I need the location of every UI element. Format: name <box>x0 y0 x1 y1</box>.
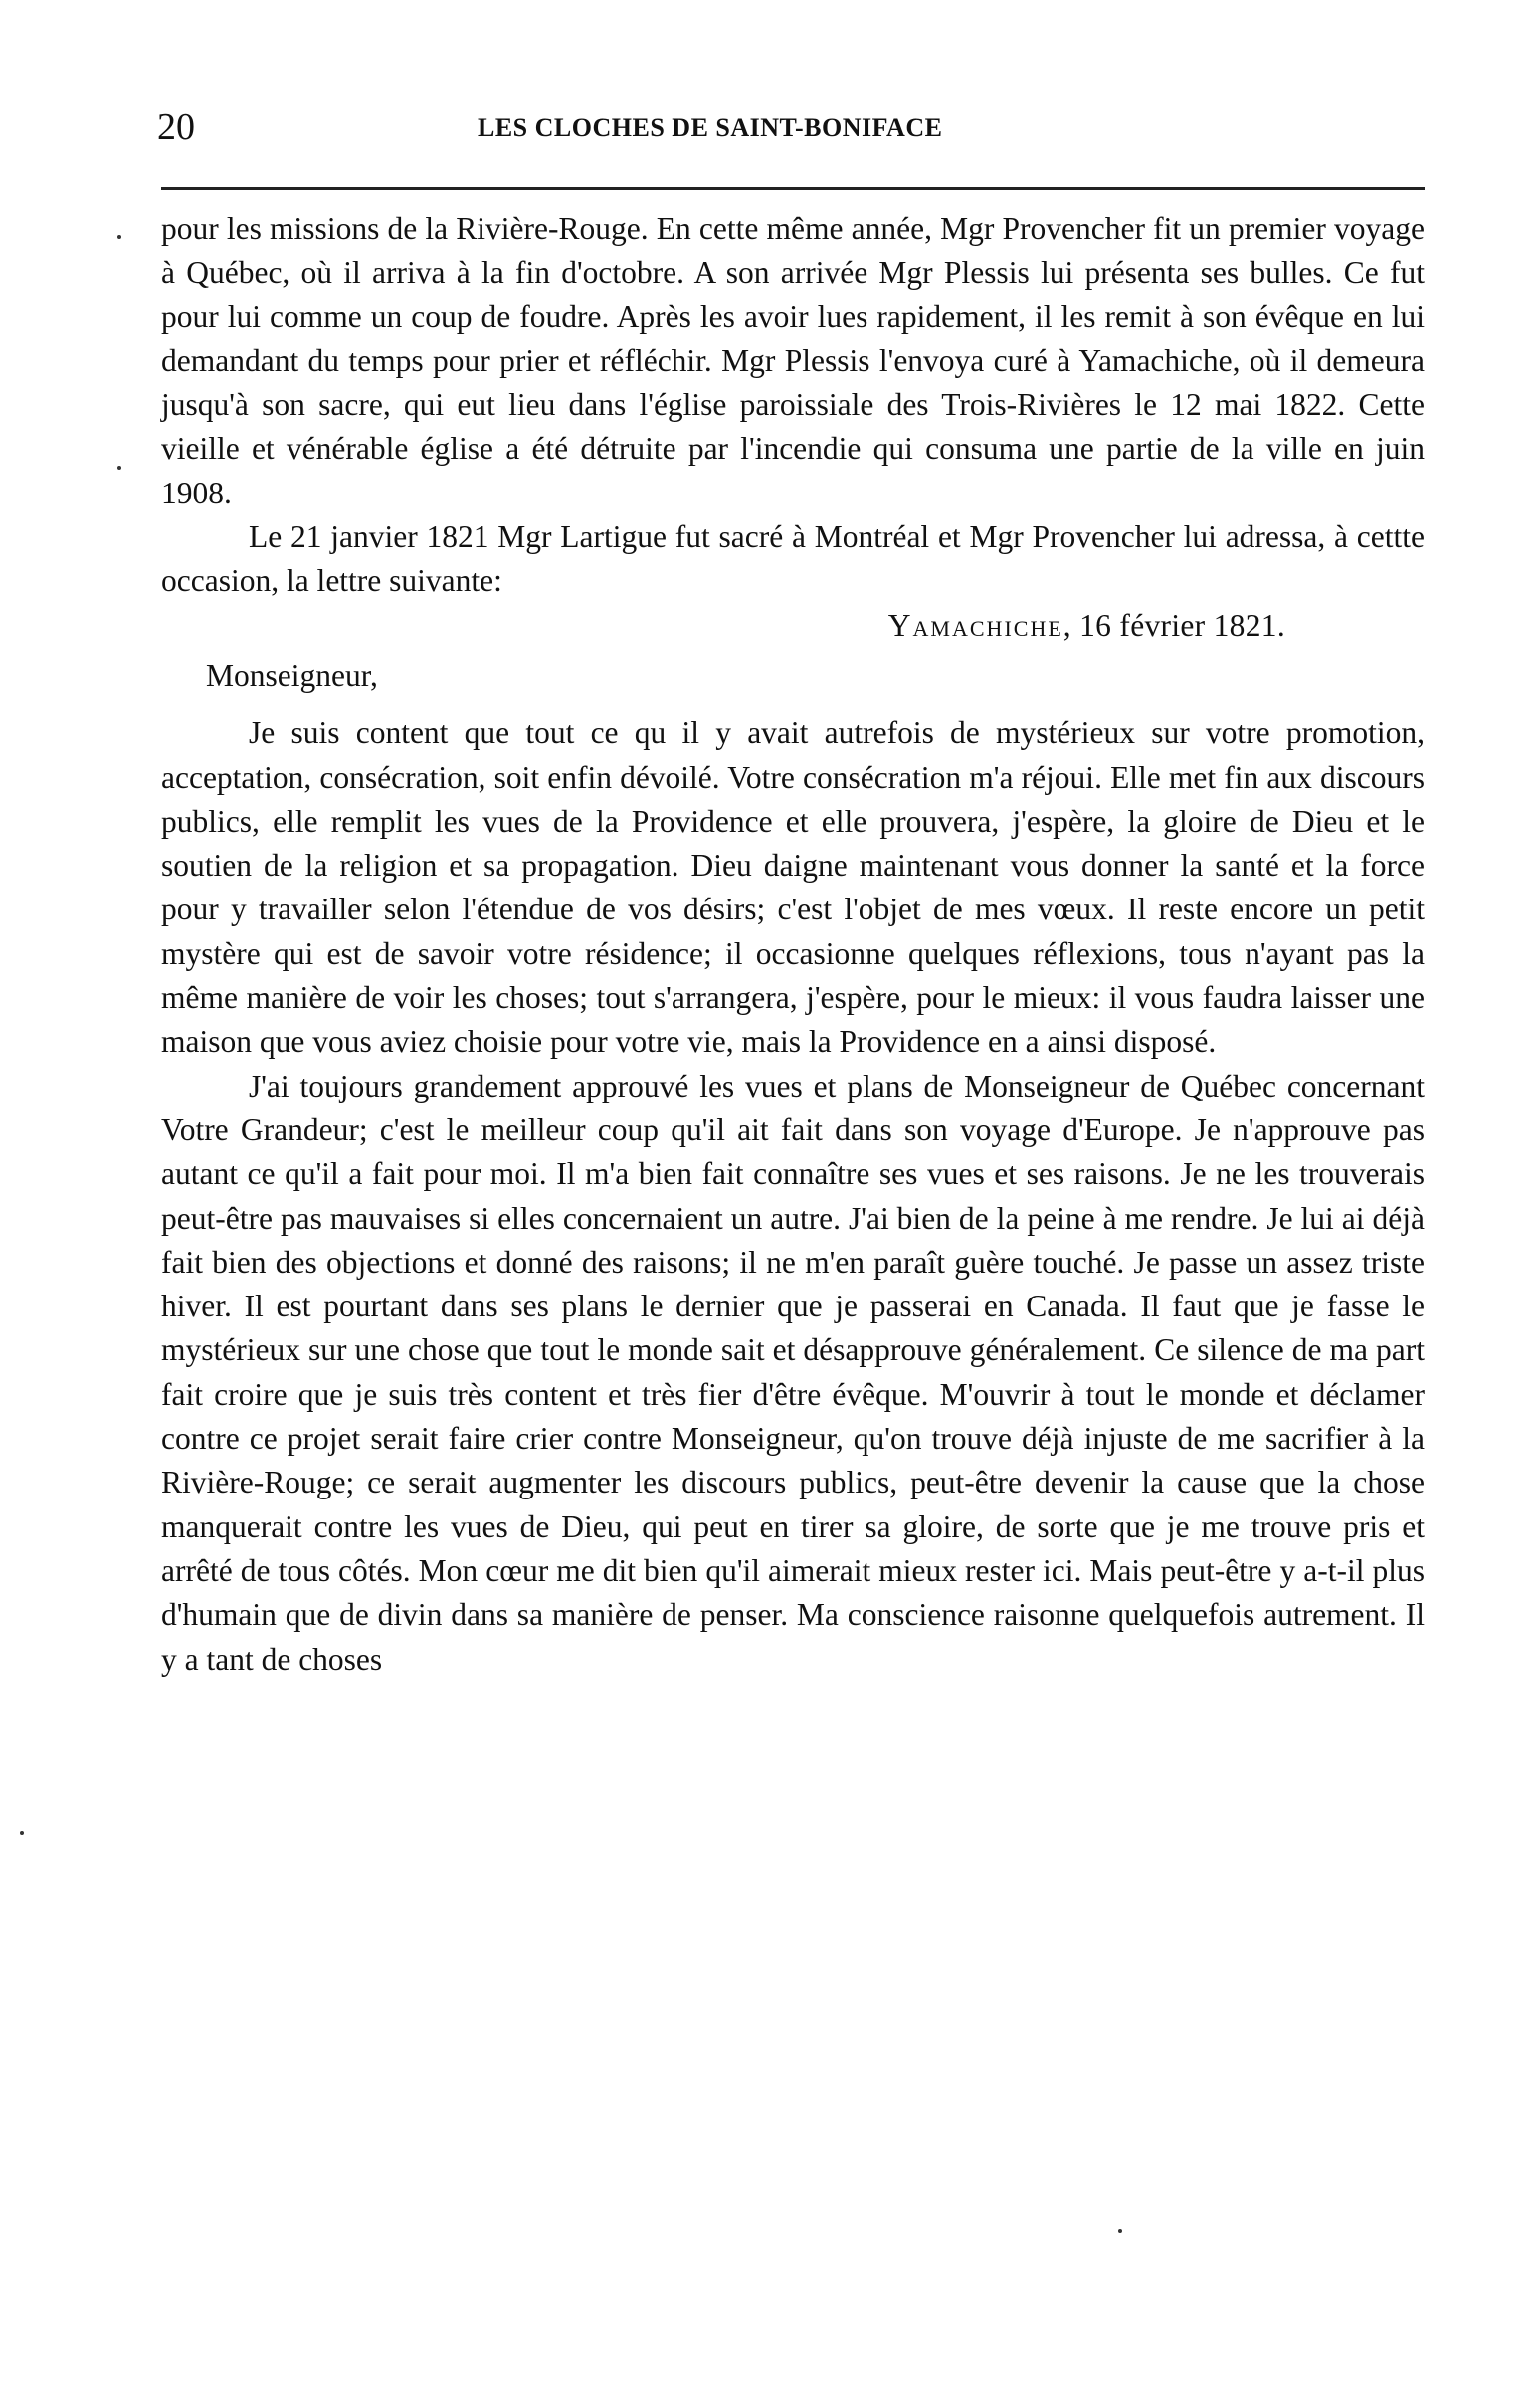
paragraph-continuation: pour les missions de la Rivière-Rouge. En cette même année, Mgr Provencher fit un premier voyage à Québec, où il arriva à la fin d'octobre. A son arrivée Mgr Plessis lui présenta ses bulles. Ce fut pour lui comme un coup de foudre. Après les avoir lues rapidement, il les remit à son évêque en lui demandant du temps pour prier et réfléchir. Mgr Plessis l'envoya curé à Yamachiche, où il demeura jusqu'à son sacre, qui eut lieu dans l'église paroissiale des Trois-Rivières le 12 mai 1822. Cette vieille et vénérable église a été détruite par l'incendie qui consuma une partie de la ville en juin 1908. <box>161 211 1425 510</box>
letter-place: Yamachiche <box>887 607 1063 643</box>
print-speck <box>20 1831 24 1835</box>
paragraph-intro: Le 21 janvier 1821 Mgr Lartigue fut sacré à Montréal et Mgr Provencher lui adressa, à cettte occasion, la lettre suivante: <box>161 519 1425 599</box>
page-body <box>161 207 1425 1682</box>
letter-salutation: Monseigneur, <box>206 657 378 693</box>
letter-date: , 16 février 1821. <box>1062 607 1285 643</box>
header-rule <box>161 187 1425 190</box>
print-speck <box>117 235 121 239</box>
page-number: 20 <box>157 106 195 148</box>
letter-dateline <box>161 604 1425 648</box>
letter-paragraph: J'ai toujours grandement approuvé les vues et plans de Monseigneur de Québec concernant Votre Grandeur; c'est le meilleur coup qu'il ait fait dans son voyage d'Europe. Je n'approuve pas autant ce qu'il a fait pour moi. Il m'a bien fait connaître ses vues et ses raisons. Je ne les trouverais peut-être pas mauvaises si elles concernaient un autre. J'ai bien de la peine à me rendre. Je lui ai déjà fait bien des objections et donné des raisons; il ne m'en paraît guère touché. Je passe un assez triste hiver. Il est pourtant dans ses plans le dernier que je passerai en Canada. Il faut que je fasse le mystérieux sur une chose que tout le monde sait et désapprouve généralement. Ce silence de ma part fait croire que je suis très content et très fier d'être évêque. M'ouvrir à tout le monde et déclamer contre ce projet serait faire crier contre Monseigneur, qu'on trouve déjà injuste de me sacrifier à la Rivière-Rouge; ce serait augmenter les discours publics, peut-être devenir la cause que la chose manquerait contre les vues de Dieu, qui peut en tirer sa gloire, de sorte que je me trouve pris et arrêté de tous côtés. Mon cœur me dit bien qu'il aimerait mieux rester ici. Mais peut-être y a-t-il plus d'humain que de divin dans sa manière de penser. Ma conscience raisonne quelquefois autrement. Il y a tant de choses <box>161 1068 1425 1677</box>
running-title: LES CLOCHES DE SAINT-BONIFACE <box>478 113 943 142</box>
book-page <box>157 100 1425 1677</box>
print-speck <box>117 466 121 470</box>
letter-paragraph: Je suis content que tout ce qu il y avait autrefois de mystérieux sur votre promotion, acceptation, consécration, soit enfin dévoilé. Votre consécration m'a réjoui. Elle met fin aux discours publics, elle remplit les vues de la Providence et elle prouvera, j'espère, la gloire de Dieu et le soutien de la religion et sa propagation. Dieu daigne maintenant vous donner la santé et la force pour y travailler selon l'étendue de vos désirs; c'est l'objet de mes vœux. Il reste encore un petit mystère qui est de savoir votre résidence; il occasionne quelques réflexions, tous n'ayant pas la même manière de voir les choses; tout s'arrangera, j'espère, pour le mieux: il vous faudra laisser une maison que vous aviez choisie pour votre vie, mais la Providence en a ainsi disposé. <box>161 715 1425 1060</box>
page-header <box>157 100 1425 149</box>
print-speck <box>1118 2229 1122 2233</box>
